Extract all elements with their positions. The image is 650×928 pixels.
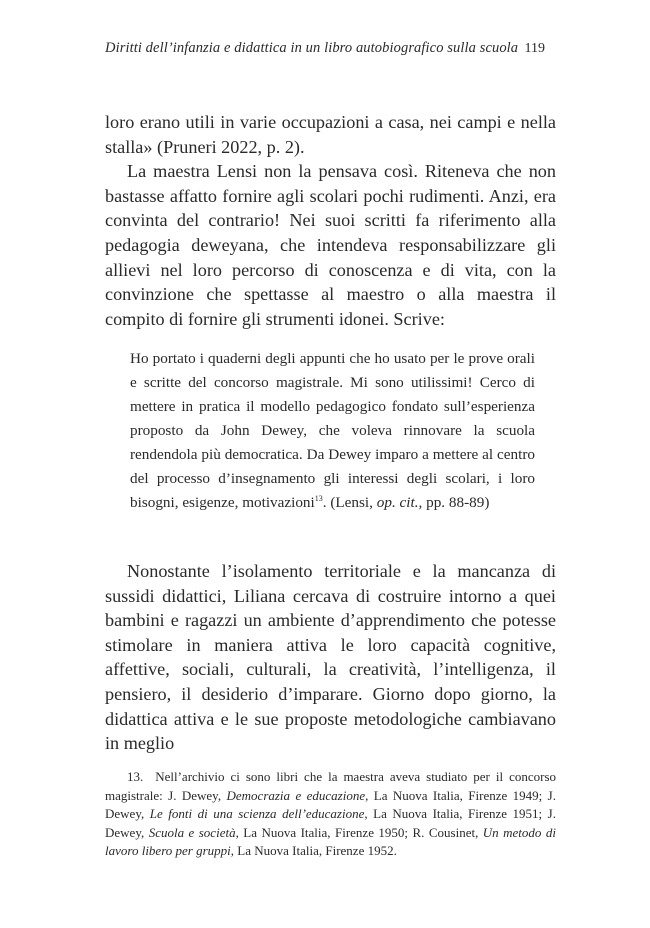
running-header	[105, 40, 545, 64]
main-text	[105, 110, 556, 331]
quote-paragraph	[130, 347, 535, 515]
running-title: Diritti dell’infanzia e didattica in un libro autobiografico sulla scuola	[105, 40, 519, 56]
footnote	[105, 768, 556, 861]
footnote-reference: 13	[314, 493, 323, 503]
footnote-number: 13.	[127, 769, 144, 784]
footnote-segment: , La Nuova Italia, Firenze 1952.	[230, 843, 397, 859]
page-number: 119	[524, 41, 545, 56]
book-title: Scuola e società	[148, 824, 236, 840]
footnote-segment: , La Nuova Italia, Firenze 1949; J. Dewey,	[105, 787, 556, 822]
paragraph: La maestra Lensi non la pensava così. Riteneva che non bastasse affatto fornire agli scolari pochi rudimenti. Anzi, era convinta del contrario! Nei suoi scritti fa riferimento alla pedagogia deweyana, che intendeva responsabilizzare gli allievi nel loro percorso di conoscenza e di vita, con la convinzione che spettasse al maestro o alla maestra il compito di fornire gli strumenti idonei. Scrive:	[105, 161, 556, 329]
book-title: Un metodo di lavoro libero per gruppi	[105, 824, 556, 859]
footnote-lead: Nell’archivio ci sono libri che la maestra aveva studiato per il concorso magistrale: J. Dewey,	[105, 769, 556, 803]
main-text-continued	[105, 559, 556, 756]
citation-italic: op. cit.	[376, 494, 419, 511]
paragraph-continued: loro erano utili in varie occupazioni a casa, nei campi e nella stalla» (Pruneri 2022, p. 2).	[105, 112, 556, 157]
block-quote	[130, 347, 535, 515]
citation-open: . (Lensi,	[322, 494, 377, 511]
footnotes	[105, 768, 556, 861]
footnote-segment: , La Nuova Italia, Firenze 1950; R. Cousinet,	[235, 824, 483, 840]
paragraph: Nonostante l’isolamento territoriale e la mancanza di sussidi didattici, Liliana cercava di costruire intorno a quei bambini e ragazzi un ambiente d’apprendimento che potesse stimolare in maniera attiva le loro capacità cognitive, affettive, sociali, culturali, la creatività, l’intelligenza, il pensiero, il desiderio d’imparare. Giorno dopo giorno, la didattica attiva e le sue proposte metodologiche cambiavano in meglio	[105, 561, 556, 754]
quote-text: Ho portato i quaderni degli appunti che ho usato per le prove orali e scritte del concorso magistrale. Mi sono utilissimi! Cerco di mettere in pratica il modello pedagogico fondato sull’esperienza proposto da John Dewey, che voleva rinnovare la scuola rendendola più democratica. Da Dewey imparo a mettere al centro del processo d’insegnamento gli interessi degli scolari, i loro bisogni, esigenze, motivazioni	[130, 350, 535, 511]
footnote-segment: , La Nuova Italia, Firenze 1951; J. Dewey,	[105, 806, 556, 840]
citation-close: , pp. 88-89)	[418, 494, 490, 511]
book-title: Le fonti di una scienza dell’educazione	[149, 806, 365, 822]
book-title: Democrazia e educazione	[226, 787, 366, 803]
